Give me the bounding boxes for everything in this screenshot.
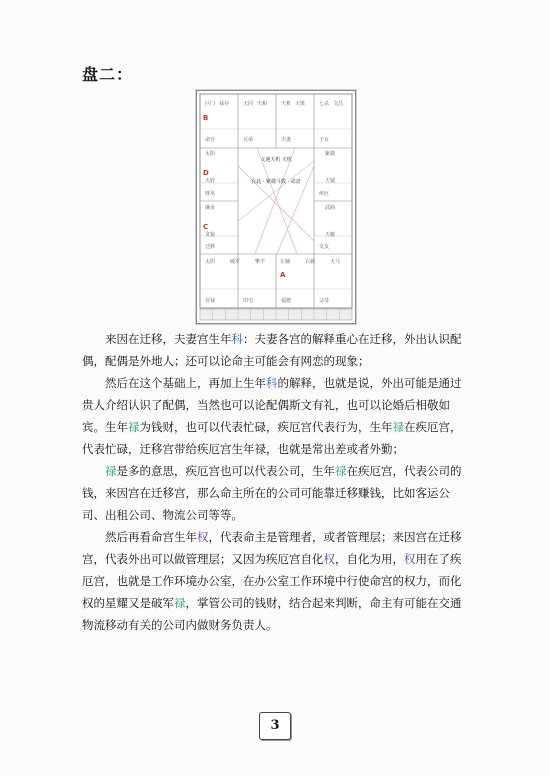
star-label: 擎羊 [255,259,266,265]
star-label: 天钺 [325,178,336,184]
palace-letter-c: C [203,223,209,231]
paragraph-3 [82,416,470,460]
palace-name: 田宅 [243,298,254,304]
palace-name: 命宫 [205,137,216,143]
highlight-blue: 科 [231,332,243,346]
chart-center-subtitle: 在此 · 紫微斗数 · 命盘 [251,179,301,185]
star-label: 巨门 [205,101,216,107]
palace-name: 夫妻 [281,137,292,143]
section-heading: 盘二： [82,65,134,84]
palace-name: 子女 [319,137,330,143]
paragraph-1 [82,328,470,372]
chart-center-title: 文遇天机 天机 [260,157,292,163]
highlight-green: 禄 [392,420,404,434]
star-label: 贪狼 [205,232,216,238]
paragraph-4 [82,460,470,526]
text-run: ，掌管公司的钱财，结合起来判断，命主有可能在交通物流移动有关的公司内做财务负责人。 [82,596,462,632]
star-label: 禄存 [219,101,230,107]
star-label: 天同 [243,101,254,107]
star-label: 天机 [281,101,292,107]
star-label: 右弼 [305,259,316,265]
highlight-blue: 科 [266,376,278,390]
star-label: 天相 [257,101,268,107]
star-label: 太阳 [205,151,216,157]
star-label: 破军 [230,259,241,265]
text-run: 生年 [105,420,128,434]
text-run: 是多的意思，疾厄宫也可以代表公司，生年 [116,464,335,478]
highlight-purple: 权 [404,552,416,566]
star-label: 太阴 [205,259,216,265]
star-label: 左辅 [280,259,291,265]
star-label: 紫微 [325,151,336,157]
text-run: 在疾厄宫，代表忙碌，迁移宫带给疾厄宫生年禄，也就是常出差或者外勤； [82,420,462,456]
text-run: 为钱财，也可以代表忙碌，疾厄宫代表行为，生年 [139,420,393,434]
palace-letter-a: A [280,271,286,279]
palace-name: 兄弟 [243,137,254,143]
highlight-green: 禄 [335,464,347,478]
palace-name: 迁移 [205,244,216,250]
text-run: 来因在迁移，夫妻宫生年 [105,332,232,346]
palace-letter-d: D [203,169,209,177]
text-run: 然后在这个基础上，再加上生年 [105,376,266,390]
star-label: 文昌 [333,101,344,107]
palace-name: 疾厄 [319,191,330,197]
star-label: 天梁 [295,101,306,107]
chart-drawing [197,91,355,323]
palace-letter-b: B [203,114,209,122]
star-label: 天府 [205,178,216,184]
star-label: 天马 [330,259,341,265]
star-label: 七杀 [319,101,330,107]
palace-name: 官禄 [205,298,216,304]
star-label: 武曲 [325,205,336,211]
highlight-green: 禄 [128,420,140,434]
text-run: 然后再看命宫生年 [105,530,197,544]
palace-name: 交友 [319,244,330,250]
palace-name: 财帛 [205,191,216,197]
page-number: 3 [259,712,291,740]
palace-name: 福德 [281,298,292,304]
text-run: 的解释，也就是说，外出可能是通过贵人介绍认识了配偶，当然也可以论配偶斯文有礼，也可以论婚后相敬如宾。 [82,376,462,434]
star-label: 廉贞 [205,205,216,211]
highlight-purple: 权 [323,552,335,566]
paragraph-5 [82,526,470,636]
astrology-chart [196,90,356,324]
text-run: ，代表命主是管理者，或者管理层；来因宫在迁移宫，代表外出可以做管理层；又因为疾厄宫自化 [82,530,462,566]
star-label: 天魁 [325,232,336,238]
highlight-purple: 权 [197,530,209,544]
highlight-green: 禄 [105,464,117,478]
text-run: 用在了疾厄宫，也就是工作环境办公室，在办公室工作环境中行使命宫的权力，而化权的星耀又是破军 [82,552,462,610]
palace-name: 父母 [319,298,330,304]
text-run: 在疾厄宫，代表公司的钱，来因宫在迁移宫，那么命主所在的公司可能靠迁移赚钱，比如客运公司、出租公司、物流公司等等。 [82,464,462,522]
text-run: ：夫妻各宫的解释重心在迁移，外出认识配偶，配偶是外地人；还可以论命主可能会有网恋的现象； [82,332,462,368]
highlight-green: 禄 [174,596,186,610]
text-run: ，自化为用， [335,552,404,566]
